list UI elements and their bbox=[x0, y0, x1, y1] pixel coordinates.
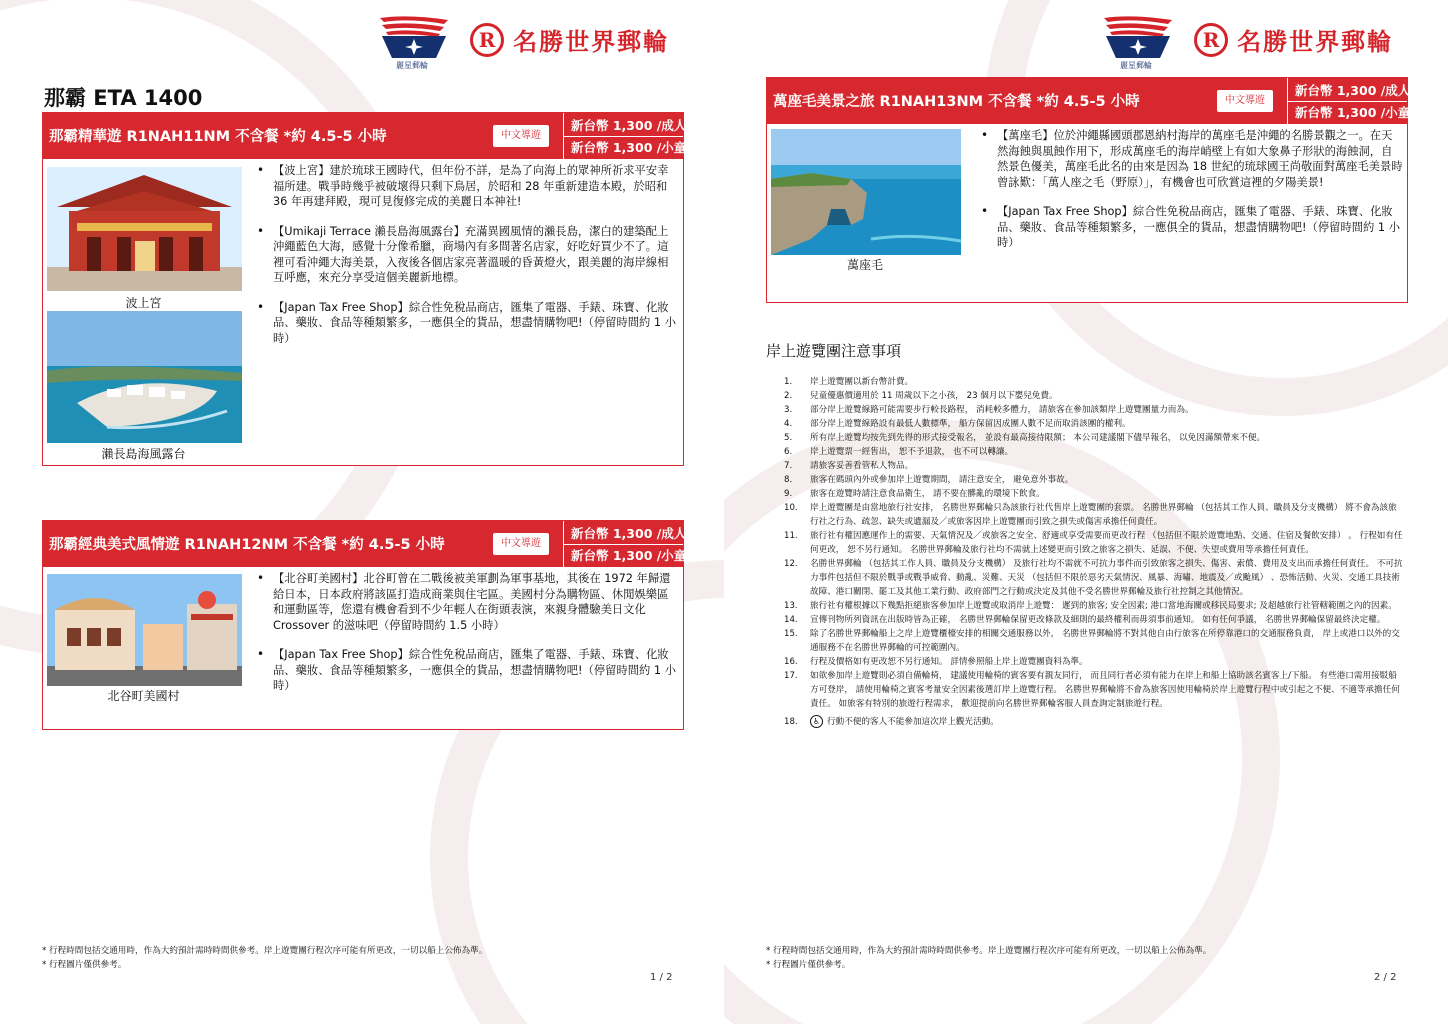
notice-item: 18. ♿ 行動不便的客人不能參加這次岸上觀光活動。 bbox=[784, 717, 999, 727]
notice-item: 10. 岸上遊覽團是由當地旅行社安排， 名勝世界郵輪只為該旅行社代售岸上遊覽團的套票。 名勝世界郵輪 （包括其工作人員、職員及分支機構） 將不會為該旅行社之行為、疏忽、缺失或遺漏及／或旅客因岸上遊覽團而引致之損失或傷害承擔任何責任。 bbox=[784, 503, 1397, 527]
notice-item: 9. 旅客在遊覽時請注意食品衛生， 請不要在髒亂的環境下飲食。 bbox=[784, 489, 1045, 499]
list-item: • 【Umikaji Terrace 瀨長島海風露台】充滿異國風情的瀨長島，潔白的建築配上沖繩藍色大海，感覺十分像希臘，商場內有多間著名店家，好吃好買少不了。這裡可看沖繩大海美景，入夜後各個店家亮著溫暖的昏黃燈火，跟美麗的海岸線相互呼應，來充分享受這個美麗新地標。 bbox=[251, 224, 679, 286]
photo-caption: 瀨長島海風露台 bbox=[101, 447, 186, 461]
notice-item: 14. 宣傳刊物所列資訊在出版時皆為正確， 名勝世界郵輪保留更改條款及細則的最終權利而毋須事前通知。 如有任何爭議， 名勝世界郵輪保留最終決定權。 bbox=[784, 615, 1386, 625]
tour-title: 那霸經典美式風情遊 R1NAH12NM 不含餐 *約 4.5-5 小時 bbox=[49, 537, 445, 553]
price-adult: 新台幣 1,300 /成人 bbox=[571, 118, 687, 133]
tour-card-r1nah13nm bbox=[766, 77, 1411, 303]
guide-badge: 中文導遊 bbox=[493, 125, 549, 147]
notice-item: 3. 部分岸上遊覽線路可能需要步行較長路程， 消耗較多體力， 請旅客在參加該類岸上遊覽團量力而為。 bbox=[784, 405, 1194, 415]
photo-caption: 萬座毛 bbox=[846, 258, 883, 272]
tour-card-r1nah11nm bbox=[42, 112, 687, 466]
photo-umikaji-terrace bbox=[46, 310, 243, 444]
notice-item: 13. 旅行社有權根據以下幾點拒絕旅客參加岸上遊覽或取消岸上遊覽： 遲到的旅客; 安全因素; 港口當地海關或移民局要求; 及超越旅行社管轄範圍之內的因素。 bbox=[784, 601, 1397, 611]
notice-list bbox=[784, 375, 1404, 729]
tour-header bbox=[43, 113, 687, 159]
tour-title: 那霸精華遊 R1NAH11NM 不含餐 *約 4.5-5 小時 bbox=[49, 129, 387, 145]
page-number: 2 / 2 bbox=[1374, 972, 1397, 983]
tour-bullet-list bbox=[251, 163, 679, 360]
notice-item: 11. 旅行社有權因應運作上的需要、天氣情況及／或旅客之安全、舒適或享受需要而更改行程 （包括但不限於遊覽地點、交通、住宿及餐飲安排） 。 行程如有任何更改， 恕不另行通知。 名勝世界郵輪及旅行社均不需就上述變更而引致之旅客之損失、延誤、不便、失望或費用等承擔任何責任。 bbox=[784, 531, 1403, 555]
logo-header bbox=[378, 14, 698, 74]
resorts-world-mark: R bbox=[1194, 23, 1228, 57]
page-number: 1 / 2 bbox=[650, 972, 673, 983]
tour-bullet-list bbox=[975, 128, 1403, 265]
ship-caption: 麗星郵輪 bbox=[396, 61, 428, 70]
notice-item: 2. 兒童優惠價適用於 11 周歲以下之小孩， 23 個月以下嬰兒免費。 bbox=[784, 391, 1058, 401]
list-item: • 【Japan Tax Free Shop】綜合性免稅品商店，匯集了電器、手錶、珠寶、化妝品、藥妝、食品等種類繁多，一應俱全的貨品，想盡情購物吧!（停留時間約 1 小時） bbox=[251, 300, 679, 347]
no-wheelchair-icon: ♿ bbox=[810, 715, 823, 728]
tour-card-r1nah12nm bbox=[42, 520, 687, 730]
guide-badge: 中文導遊 bbox=[1217, 90, 1273, 112]
footnote-line: * 行程圖片僅供參考。 bbox=[42, 960, 127, 970]
tour-title: 萬座毛美景之旅 R1NAH13NM 不含餐 *約 4.5-5 小時 bbox=[773, 94, 1140, 110]
price-child: 新台幣 1,300 /小童 bbox=[571, 548, 687, 563]
notice-item: 1. 岸上遊覽團以新台幣計費。 bbox=[784, 377, 914, 387]
footnote-line: * 行程時間包括交通用時，作為大約預計需時時間供參考。岸上遊覽團行程次序可能有所更改，一切以船上公佈為準。 bbox=[766, 946, 1212, 956]
list-item: • 【波上宮】建於琉球王國時代，但年份不詳，是為了向海上的眾神所祈求平安幸福所建。戰爭時幾乎被破壞得只剩下鳥居，於昭和 28 年重新建造本殿，於昭和 36 年再建拜殿，現可見復修完成的美麗日本神社! bbox=[251, 163, 679, 210]
tour-header bbox=[767, 78, 1411, 124]
footnotes bbox=[766, 944, 1211, 972]
ship-caption: 麗星郵輪 bbox=[1120, 61, 1152, 70]
brand-name: 名勝世界郵輪 bbox=[1237, 27, 1394, 56]
list-item: • 【Japan Tax Free Shop】綜合性免稅品商店，匯集了電器、手錶、珠寶、化妝品、藥妝、食品等種類繁多，一應俱全的貨品，想盡情購物吧!（停留時間約 1 小時） bbox=[975, 204, 1403, 251]
notice-item: 8. 旅客在碼頭內外或參加岸上遊覽期間， 請注意安全， 避免意外事故。 bbox=[784, 475, 1074, 485]
price-child: 新台幣 1,300 /小童 bbox=[1295, 105, 1411, 120]
resorts-world-mark: R bbox=[470, 23, 504, 57]
notice-item: 16. 行程及價格如有更改恕不另行通知。 詳情參照船上岸上遊覽團資料為準。 bbox=[784, 657, 1088, 667]
footnote-line: * 行程圖片僅供參考。 bbox=[766, 960, 851, 970]
tour-header bbox=[43, 521, 687, 567]
notice-item: 5. 所有岸上遊覽均按先到先得的形式接受報名， 並設有最高接待限額； 本公司建議閣下儘早報名， 以免因滿額帶來不便。 bbox=[784, 433, 1266, 443]
price-adult: 新台幣 1,300 /成人 bbox=[571, 526, 687, 541]
photo-american-village bbox=[46, 573, 243, 687]
notice-item: 17. 如欲參加岸上遊覽則必須自備輪椅， 建議使用輪椅的賓客要有親友同行， 而且同行者必須有能力在岸上和船上協助該名賓客上/下船。 有些港口需用接駁船方可登岸， 請使用輪椅之賓客考量安全因素後選訂岸上遊覽行程。 名勝世界郵輪將不會為旅客因使用輪椅於岸上遊覽行程中或引起之不便、不適等承擔任何責任。 如旅客有特別的旅遊行程需求， 歡迎提前向名勝世界郵輪客服人員查詢定制旅遊行程。 bbox=[784, 671, 1400, 709]
logo-header bbox=[1102, 14, 1422, 74]
tour-bullet-list bbox=[251, 571, 679, 708]
guide-badge: 中文導遊 bbox=[493, 533, 549, 555]
list-item: • 【Japan Tax Free Shop】綜合性免稅品商店，匯集了電器、手錶、珠寶、化妝品、藥妝、食品等種類繁多，一應俱全的貨品，想盡情購物吧!（停留時間約 1 小時） bbox=[251, 647, 679, 694]
notice-item: 7. 請旅客妥善看管私人物品。 bbox=[784, 461, 914, 471]
photo-naminoue-shrine bbox=[46, 166, 243, 292]
price-box bbox=[563, 113, 687, 159]
list-item: • 【北谷町美國村】北谷町曾在二戰後被美軍劃為軍事基地，其後在 1972 年歸還給日本，日本政府將該區打造成商業與住宅區。美國村分為購物區、休閒娛樂區和運動區等，您還有機會看到不少年輕人在街頭表演，來親身體驗美日文化 Crossover 的滋味吧（停留時間約 1.5 小時） bbox=[251, 571, 679, 633]
list-item: • 【萬座毛】位於沖繩縣國頭郡恩納村海岸的萬座毛是沖繩的名勝景觀之一。在天然海蝕與風蝕作用下，形成萬座毛的海岸峭壁上有如大象鼻子形狀的海蝕洞，自然景色優美，萬座毛此名的由來是因為 18 世紀的琉球國王尚敬面對萬座毛美景時曾詠歎：「萬人座之毛（野原）」，有機會也可欣賞這裡的夕陽美景! bbox=[975, 128, 1403, 190]
price-child: 新台幣 1,300 /小童 bbox=[571, 140, 687, 155]
footnotes bbox=[42, 944, 487, 972]
brand-logo bbox=[470, 22, 669, 57]
photo-caption: 波上宮 bbox=[125, 296, 162, 310]
price-box bbox=[563, 521, 687, 567]
brand-name: 名勝世界郵輪 bbox=[513, 27, 670, 56]
port-title: 那霸 ETA 1400 bbox=[44, 86, 203, 110]
price-adult: 新台幣 1,300 /成人 bbox=[1295, 83, 1411, 98]
notice-title: 岸上遊覽團注意事項 bbox=[766, 342, 902, 360]
notice-item: 12. 名勝世界郵輪 （包括其工作人員、職員及分支機構） 及旅行社均不需就不可抗力事件而引致旅客之損失、傷害、索償、費用及支出而承擔任何責任。 不可抗力事件包括但不限於戰爭或戰爭威脅、動亂、災難、天災 （包括但不限於惡劣天氣情況、風暴、海嘯、地震及／或颱風） 、恐怖活動、火災、交通工具技術故障、港口關閉、罷工及其他工業行動、政府部門之行動或決定及其他不受名勝世界郵輪及旅行社控制之其他情況。 bbox=[784, 559, 1403, 597]
notice-item: 15. 除了名勝世界郵輪船上之岸上遊覽櫃檯安排的相關交通服務以外， 名勝世界郵輪將不對其他自由行旅客在所停靠港口的交通服務負責， 岸上或港口以外的交通服務不在名勝世界郵輪的可控範圍內。 bbox=[784, 629, 1400, 653]
photo-manzamo bbox=[770, 128, 962, 256]
photo-caption: 北谷町美國村 bbox=[107, 689, 180, 703]
notice-item: 6. 岸上遊覽票一經售出， 恕不予退款， 也不可以轉讓。 bbox=[784, 447, 1014, 457]
price-box bbox=[1287, 78, 1411, 124]
brand-logo bbox=[1194, 22, 1393, 57]
footnote-line: * 行程時間包括交通用時，作為大約預計需時時間供參考。岸上遊覽團行程次序可能有所更改，一切以船上公佈為準。 bbox=[42, 946, 488, 956]
notice-item: 4. 部分岸上遊覽線路設有最低人數標準， 船方保留因成團人數不足而取消該團的權利。 bbox=[784, 419, 1131, 429]
